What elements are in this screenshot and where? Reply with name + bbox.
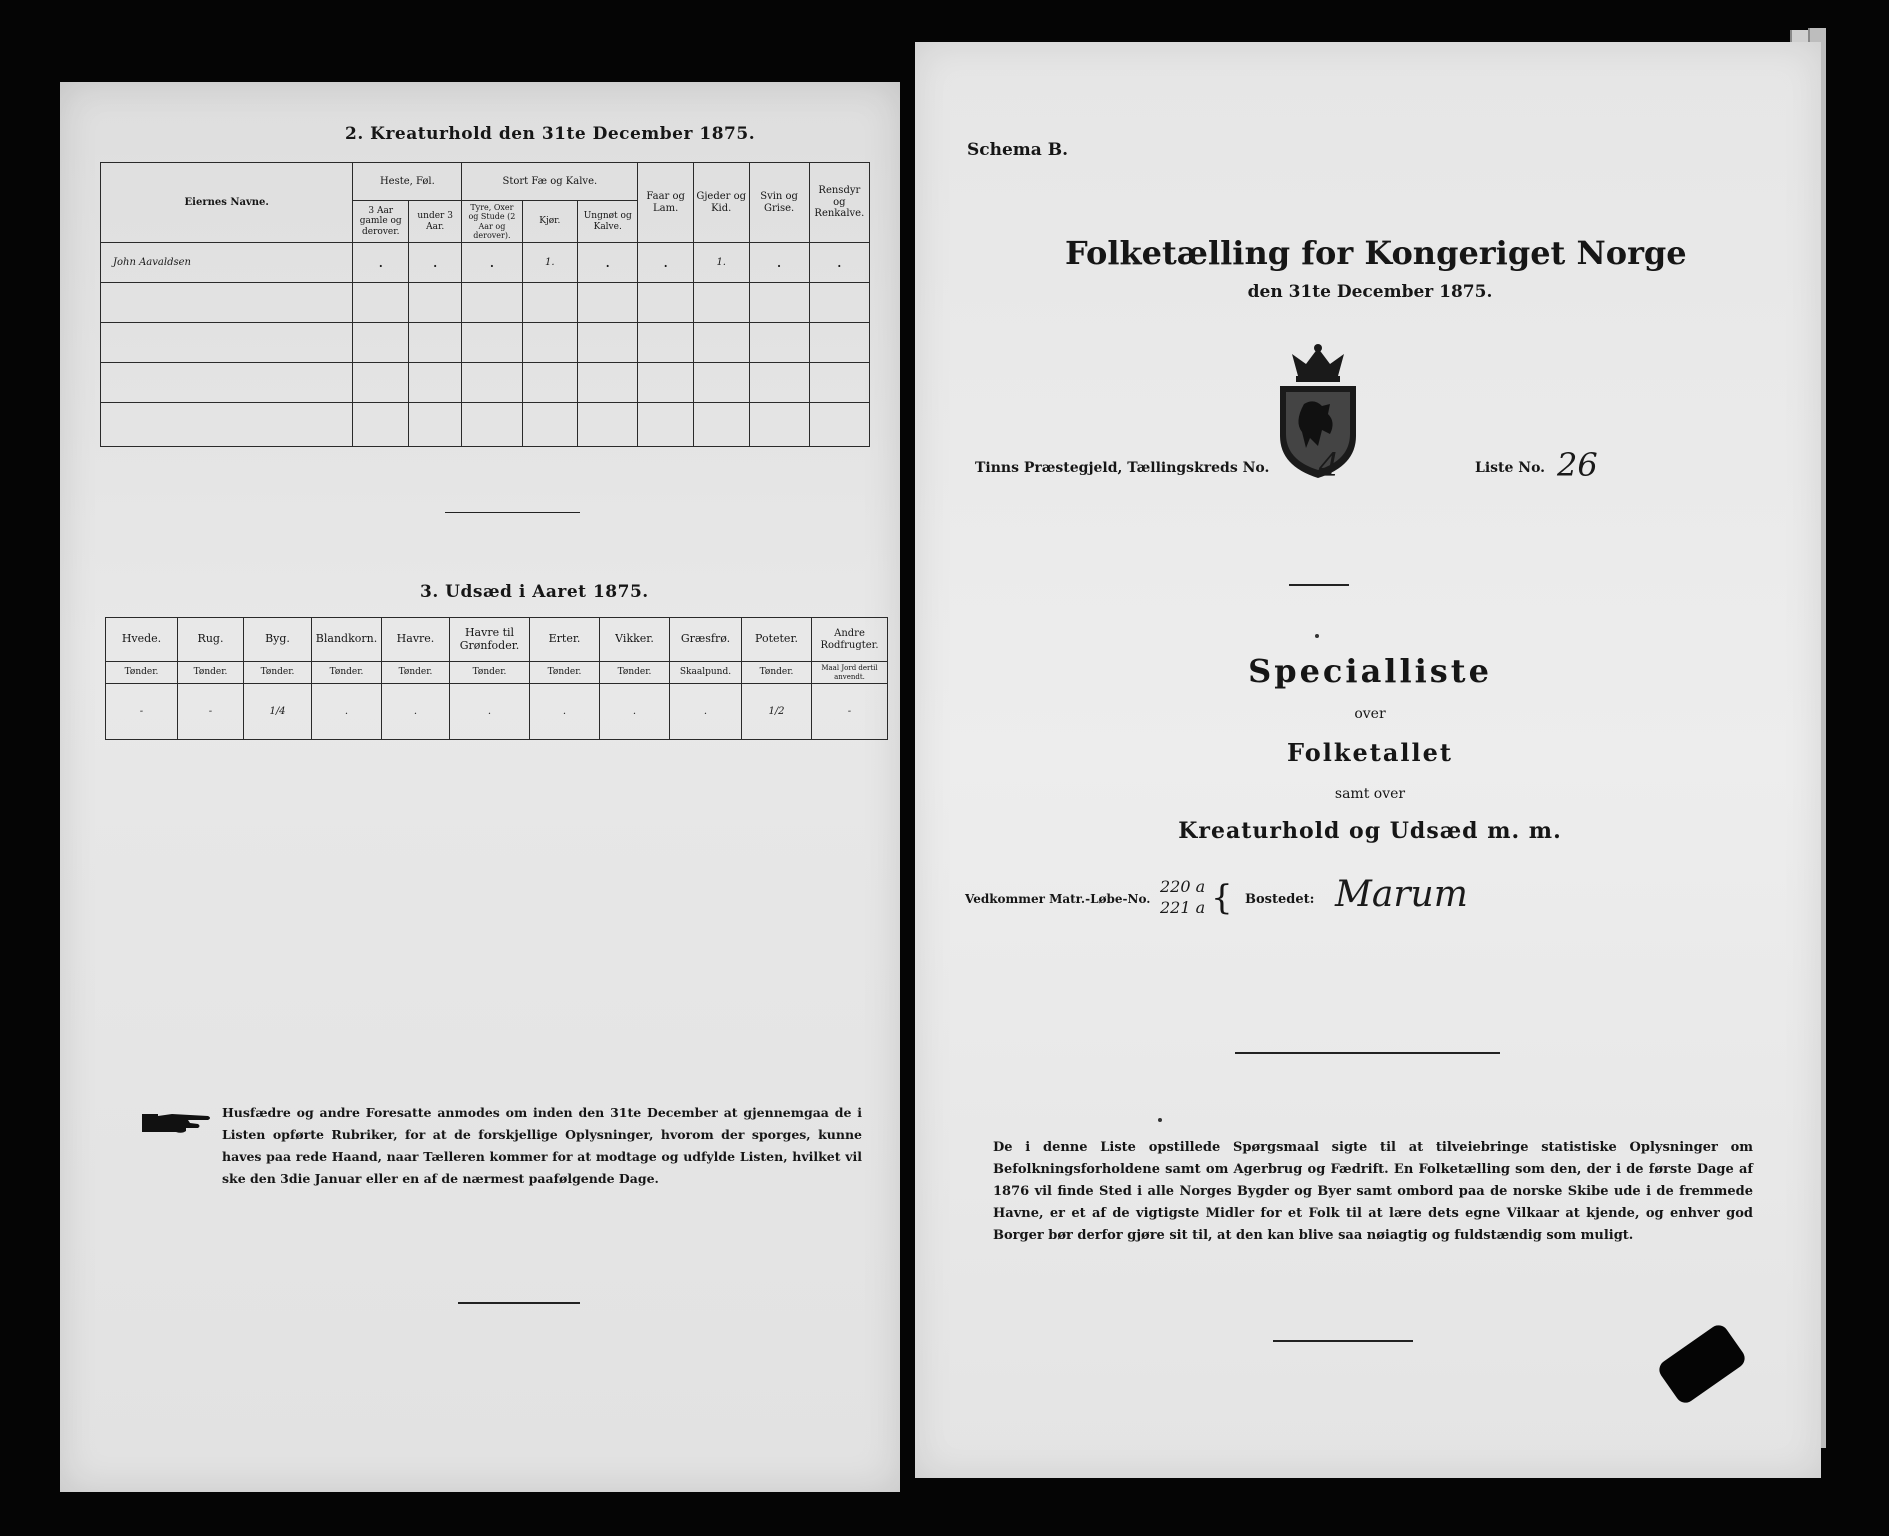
unit-label: Tønder.: [600, 662, 670, 684]
unit-label: Tønder.: [312, 662, 382, 684]
liste-label: Liste No.: [1475, 460, 1546, 476]
seed-header-hvede: Hvede.: [106, 618, 178, 662]
group-header-svin: Svin og Grise.: [749, 163, 809, 243]
divider: [458, 1302, 580, 1304]
samt-over-text: samt over: [1334, 786, 1406, 802]
subheader-heste-young: under 3 Aar.: [409, 201, 462, 243]
table-row: [101, 283, 870, 323]
subheader-tyre: Tyre, Oxer og Stude (2 Aar og derover).: [462, 201, 522, 243]
group-header-faar: Faar og Lam.: [638, 163, 694, 243]
table-row: [101, 363, 870, 403]
seed-value: .: [382, 684, 450, 740]
table-row: [101, 403, 870, 447]
group-header-heste: Heste, Føl.: [353, 163, 462, 201]
cell-value: 1.: [693, 243, 749, 283]
table-row: [106, 684, 888, 740]
brace-icon: {: [1211, 878, 1233, 918]
livestock-table: [100, 162, 870, 447]
subheader-ungnot: Ungnøt og Kalve.: [578, 201, 638, 243]
seed-header-erter: Erter.: [530, 618, 600, 662]
unit-label: Tønder.: [106, 662, 178, 684]
cell-value: 1.: [522, 243, 578, 283]
unit-label: Skaalpund.: [670, 662, 742, 684]
unit-label: Tønder.: [450, 662, 530, 684]
specialliste-heading: Specialliste: [1248, 652, 1492, 690]
main-title: Folketælling for Kongeriget Norge: [1065, 234, 1687, 272]
footer-text: De i denne Liste opstillede Spørgsmaal sigte til at tilveiebringe statistiske Oplysninger om Befolkningsforholdene samt om Agerbrug og Fædrift. En Folketælling som den, der i de første Dage af 1876 vil finde Sted i alle Norges Bygder og Byer samt ombord paa de norske Skibe ude i de fremmede Havne, er et af de vigtigste Midler for et Folk til at lære dets egne Vilkaar at kjende, og enhver god Borger bør derfor gjøre sit til, at den kan blive saa nøiagtig og fuldstændig som muligt.: [993, 1140, 1753, 1243]
seed-value: .: [670, 684, 742, 740]
seed-value: .: [450, 684, 530, 740]
seed-header-byg: Byg.: [244, 618, 312, 662]
seed-header-blandkorn: Blandkorn.: [312, 618, 382, 662]
unit-label: Maal Jord dertil anvendt.: [812, 662, 888, 684]
subheader-kjor: Kjør.: [522, 201, 578, 243]
bostedet-label: Bostedet:: [1245, 892, 1315, 907]
cell-value: .: [809, 243, 869, 283]
cell-value: .: [638, 243, 694, 283]
divider: [1273, 1340, 1413, 1342]
cell-value: .: [462, 243, 522, 283]
seed-header-havre: Havre.: [382, 618, 450, 662]
notice-text: Husfædre og andre Foresatte anmodes om inden den 31te December at gjennemgaa de i Listen opførte Rubriker, for at de forskjellige Oplysninger, hvorom der sporges, kunne haves paa rede Haand, naar Tælleren kommer for at modtage og udfylde Listen, hvilket vil ske den 3die Januar eller en af de nærmest paafølgende Dage.: [222, 1105, 862, 1186]
unit-label: Tønder.: [178, 662, 244, 684]
seed-value: 1/2: [742, 684, 812, 740]
unit-label: Tønder.: [742, 662, 812, 684]
section2-title: 2. Kreaturhold den 31te December 1875.: [345, 124, 756, 144]
census-date: den 31te December 1875.: [1247, 282, 1493, 302]
group-header-rensdyr: Rensdyr og Renkalve.: [809, 163, 869, 243]
divider: [1289, 584, 1349, 586]
table-row: [101, 243, 870, 283]
seed-value: -: [106, 684, 178, 740]
right-page: [915, 42, 1821, 1478]
section3-title: 3. Udsæd i Aaret 1875.: [420, 582, 649, 602]
matr-label: Vedkommer Matr.-Løbe-No.: [965, 892, 1151, 906]
seed-value: -: [178, 684, 244, 740]
cell-value: .: [749, 243, 809, 283]
matr-number-2: 221 a: [1160, 898, 1206, 917]
seed-value: .: [312, 684, 382, 740]
bostedet-value: Marum: [1335, 874, 1468, 915]
dot-mark: [1315, 634, 1319, 638]
unit-label: Tønder.: [244, 662, 312, 684]
parish-label: Tinns Præstegjeld, Tællingskreds No.: [975, 460, 1270, 476]
liste-number: 26: [1557, 446, 1598, 484]
folketallet-heading: Folketallet: [1287, 738, 1453, 767]
unit-label: Tønder.: [530, 662, 600, 684]
seed-value: 1/4: [244, 684, 312, 740]
pointing-hand-icon: [142, 1110, 214, 1136]
seed-header-gronfoder: Havre til Grønfoder.: [450, 618, 530, 662]
seed-table: [105, 617, 888, 740]
seed-value: .: [600, 684, 670, 740]
subheader-heste-old: 3 Aar gamle og derover.: [353, 201, 409, 243]
cell-value: .: [578, 243, 638, 283]
divider: [1235, 1052, 1500, 1054]
schema-label: Schema B.: [967, 140, 1069, 160]
cell-value: .: [409, 243, 462, 283]
unit-label: Tønder.: [382, 662, 450, 684]
cell-value: .: [353, 243, 409, 283]
seed-header-poteter: Poteter.: [742, 618, 812, 662]
kreds-number: 4: [1319, 446, 1340, 484]
group-header-gjeder: Gjeder og Kid.: [693, 163, 749, 243]
seed-header-vikker: Vikker.: [600, 618, 670, 662]
seed-header-rug: Rug.: [178, 618, 244, 662]
matr-number-1: 220 a: [1160, 877, 1206, 896]
dot-mark: [1158, 1118, 1162, 1122]
group-header-stort-fae: Stort Fæ og Kalve.: [462, 163, 638, 201]
owner-header: Eiernes Navne.: [101, 163, 353, 243]
seed-header-graesfro: Græsfrø.: [670, 618, 742, 662]
table-row: [101, 323, 870, 363]
seed-header-rodfrugter: Andre Rodfrugter.: [812, 618, 888, 662]
seed-value: .: [530, 684, 600, 740]
kreaturhold-heading: Kreaturhold og Udsæd m. m.: [1178, 818, 1562, 844]
coat-of-arms-icon: [1270, 342, 1366, 482]
over-text: over: [1354, 706, 1386, 722]
divider: [445, 512, 580, 513]
left-page: [60, 82, 900, 1492]
seed-value: -: [812, 684, 888, 740]
owner-name: John Aavaldsen: [101, 243, 353, 283]
